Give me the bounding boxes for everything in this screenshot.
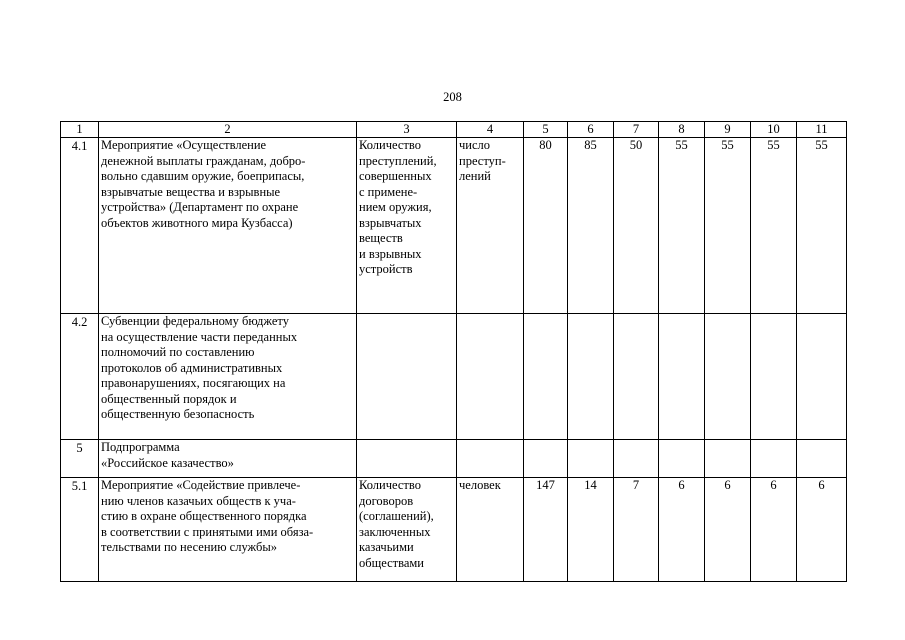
row-indicator: Количество договоров (соглашений), заключенных казачьими обществами [357, 478, 457, 582]
row-value [751, 314, 797, 440]
row-number: 5 [61, 440, 99, 478]
row-indicator [357, 440, 457, 478]
row-value [568, 440, 614, 478]
table-row [61, 478, 847, 582]
row-value [797, 440, 847, 478]
row-value [614, 314, 659, 440]
row-value: 14 [568, 478, 614, 582]
header-cell: 4 [457, 122, 524, 138]
row-value: 50 [614, 138, 659, 314]
row-value: 55 [751, 138, 797, 314]
row-name: Мероприятие «Осуществление денежной выплаты гражданам, добро- вольно сдавшим оружие, боеприпасы, взрывчатые вещества и взрывные устройства» (Департамент по охране объектов животного мира Кузбасса) [99, 138, 357, 314]
row-value [751, 440, 797, 478]
header-cell: 10 [751, 122, 797, 138]
row-value: 6 [797, 478, 847, 582]
row-value: 6 [659, 478, 705, 582]
row-indicator: Количество преступлений, совершенных с примене- нием оружия, взрывчатых веществ и взрывных устройств [357, 138, 457, 314]
header-cell: 5 [524, 122, 568, 138]
table-row [61, 138, 847, 314]
row-value: 80 [524, 138, 568, 314]
row-indicator [357, 314, 457, 440]
row-unit [457, 314, 524, 440]
header-cell: 7 [614, 122, 659, 138]
row-value [705, 440, 751, 478]
indicators-table [60, 121, 847, 582]
row-value: 7 [614, 478, 659, 582]
row-value: 55 [797, 138, 847, 314]
row-unit: человек [457, 478, 524, 582]
row-value [524, 440, 568, 478]
row-value: 55 [659, 138, 705, 314]
page-number: 208 [443, 90, 462, 104]
row-number: 4.2 [61, 314, 99, 440]
row-value: 55 [705, 138, 751, 314]
header-cell: 6 [568, 122, 614, 138]
header-cell: 8 [659, 122, 705, 138]
table-row [61, 314, 847, 440]
row-value [797, 314, 847, 440]
row-name: Субвенции федеральному бюджету на осуществление части переданных полномочий по составлению протоколов об административных правонарушениях, посягающих на общественный порядок и общественную безопасность [99, 314, 357, 440]
row-number: 5.1 [61, 478, 99, 582]
row-value [524, 314, 568, 440]
row-unit: число преступ- лений [457, 138, 524, 314]
header-cell: 9 [705, 122, 751, 138]
row-value [659, 314, 705, 440]
header-cell: 11 [797, 122, 847, 138]
row-value [705, 314, 751, 440]
row-value: 6 [705, 478, 751, 582]
row-value: 147 [524, 478, 568, 582]
row-name: Подпрограмма «Российское казачество» [99, 440, 357, 478]
row-name: Мероприятие «Содействие привлече- нию членов казачьих обществ к уча- стию в охране общественного порядка в соответствии с принятыми ими обяза- тельствами по несению службы» [99, 478, 357, 582]
table-row [61, 440, 847, 478]
table-header-row [61, 122, 847, 138]
row-number: 4.1 [61, 138, 99, 314]
header-cell: 2 [99, 122, 357, 138]
row-value [614, 440, 659, 478]
row-value [659, 440, 705, 478]
row-value [568, 314, 614, 440]
header-cell: 3 [357, 122, 457, 138]
row-value: 6 [751, 478, 797, 582]
header-cell: 1 [61, 122, 99, 138]
row-unit [457, 440, 524, 478]
row-value: 85 [568, 138, 614, 314]
